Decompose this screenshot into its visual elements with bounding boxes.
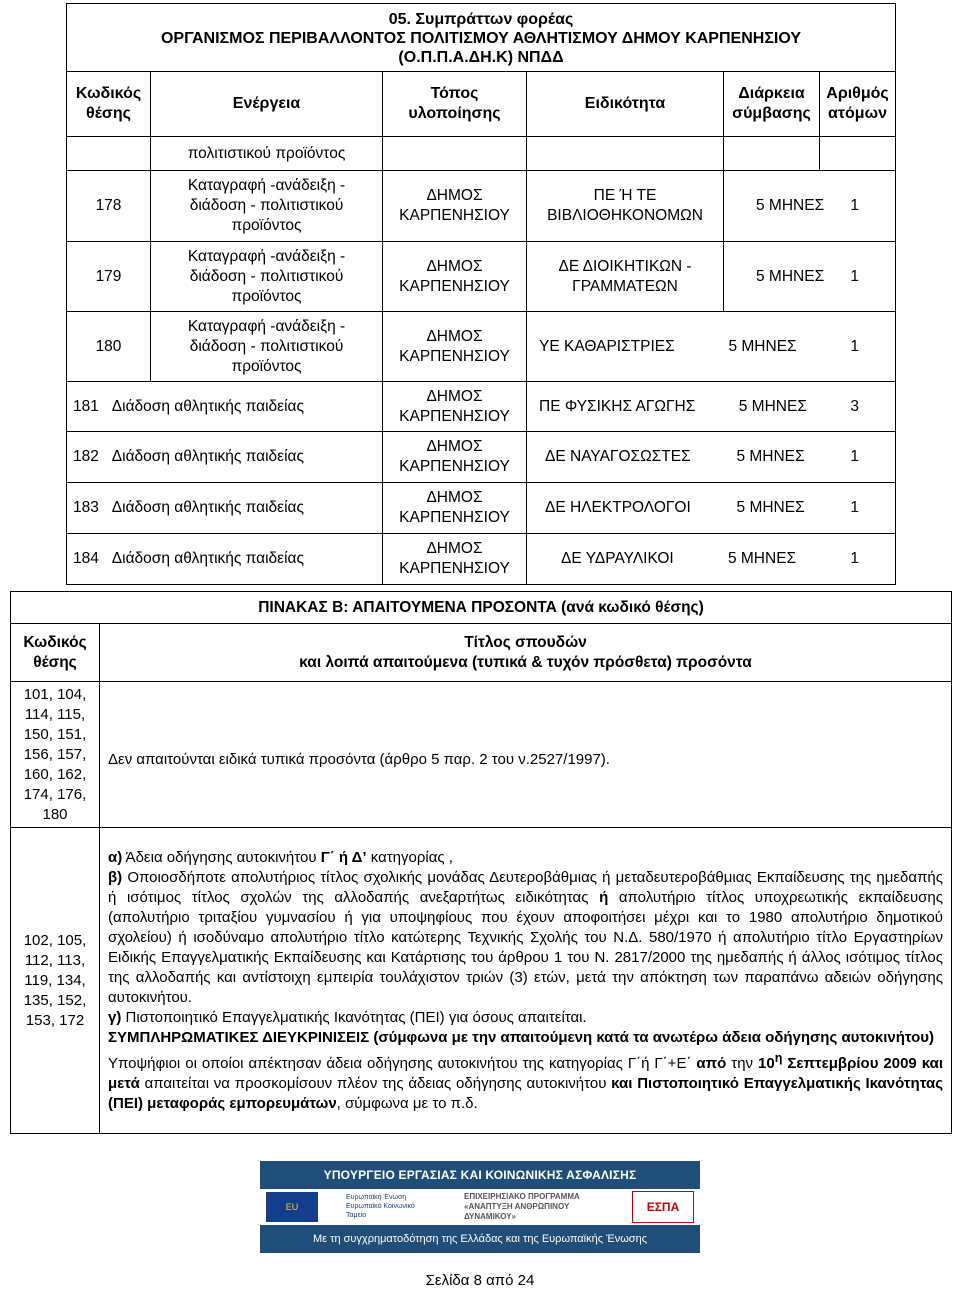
item-b-text2: απολυτήριο τίτλος υποχρεωτικής εκπαίδευσης (απολυτήριο τριταξίου γυμνασίου ή για υποψηφίους που έχουν αποφοιτήσει μέχρι και το 1980 απολυτήριο δημοτικού σχολείου) ή ισοδύναμο απολυτήριο τίτλο κατώτερης Τεχνικής Σχολής του Ν.Δ. 580/1970 ή απολυτήριο τίτλο Εργαστηρίων Ειδικής Επαγγελματικής Εκπαίδευσης και Κατάρτισης του άρθρου 1 του Ν. 2817/2000 της ημεδαπής ή άλλος ισότιμος τίτλος της αλλοδαπής και αντίστοιχη εμπειρία τουλάχιστον τριών (3) ετών, μετά την απόκτηση των παραπάνω αδειών οδήγησης αυτοκινήτου. [108, 888, 944, 1006]
row-activity: Διάδοση αθλητικής παιδείας [111, 499, 304, 516]
row-code: 178 [67, 171, 151, 242]
row-activity: Διάδοση αθλητικής παιδείας [111, 550, 304, 567]
row-activity: Καταγραφή -ανάδειξη - διάδοση - πολιτιστικού προϊόντος [151, 242, 383, 312]
supp-and: και [611, 1074, 633, 1092]
header-activity: Ενέργεια [151, 72, 383, 137]
table-row [67, 312, 896, 382]
ministry-banner: ΥΠΟΥΡΓΕΙΟ ΕΡΓΑΣΙΑΣ ΚΑΙ ΚΟΙΝΩΝΙΚΗΣ ΑΣΦΑΛΙΣΗΣ [260, 1161, 700, 1189]
header-code: Κωδικός θέσης [67, 72, 151, 137]
row-specialty: ΔΕ ΗΛΕΚΤΡΟΛΟΓΟΙ [545, 499, 691, 516]
supp-date-sup: η [774, 1050, 783, 1065]
supp-text-2: απαιτείται να προσκομίσουν πλέον της άδειας οδήγησης αυτοκινήτου [139, 1074, 612, 1092]
org-title-line1: 05. Συμπράττων φορέας [388, 11, 574, 28]
supp-pei: Πιστοποιητικό Επαγγελματικής Ικανότητας (ΠΕΙ) μεταφοράς εμπορευμάτων [108, 1074, 944, 1112]
row-specialty: ΔΕ ΔΙΟΙΚΗΤΙΚΩΝ - ΓΡΑΜΜΑΤΕΩΝ [527, 242, 724, 312]
supp-date-num: 10 [758, 1054, 775, 1072]
table-row [67, 242, 896, 312]
row-place: ΔΗΜΟΣ ΚΑΡΠΕΝΗΣΙΟΥ [383, 242, 527, 312]
row-duration: 5 ΜΗΝΕΣ [727, 550, 797, 567]
row-specialty: ΔΕ ΥΔΡΑΥΛΙΚΟΙ [561, 550, 674, 567]
table-a-header [67, 72, 896, 137]
funding-footer [260, 1161, 700, 1253]
org-title [67, 4, 896, 72]
table-row [11, 828, 952, 1134]
cofunding-tagline: Με τη συγχρηματοδότηση της Ελλάδας και της Ευρωπαϊκής Ένωσης [260, 1225, 700, 1253]
row-place: ΔΗΜΟΣ ΚΑΡΠΕΝΗΣΙΟΥ [383, 171, 527, 242]
row-activity: Διάδοση αθλητικής παιδείας [111, 448, 304, 465]
eu-flag-logo: EU [266, 1192, 318, 1222]
table-row [11, 682, 952, 828]
header-title-line2: και λοιπά απαιτούμενα (τυπικά & τυχόν πρόσθετα) προσόντα [299, 653, 752, 671]
row-specialty: ΥΕ ΚΑΘΑΡΙΣΤΡΙΕΣ [539, 337, 675, 355]
supp-from: από [696, 1054, 727, 1072]
row-code: 179 [67, 242, 151, 312]
org-title-line2: ΟΡΓΑΝΙΣΜΟΣ ΠΕΡΙΒΑΛΛΟΝΤΟΣ ΠΟΛΙΤΙΣΜΟΥ ΑΘΛΗΤΙΣΜΟΥ ΔΗΜΟΥ ΚΑΡΠΕΝΗΣΙΟΥ [160, 30, 802, 47]
supp-text-1: Υποψήφιοι οι οποίοι απέκτησαν άδεια οδήγησης αυτοκινήτου της κατηγορίας Γ΄ή Γ΄+Ε΄ [108, 1054, 697, 1072]
table-row [67, 137, 896, 171]
row-place: ΔΗΜΟΣ ΚΑΡΠΕΝΗΣΙΟΥ [383, 534, 527, 585]
row-code: 181 [73, 397, 99, 415]
table-row [67, 171, 896, 242]
item-a-tail: κατηγορίας , [366, 848, 453, 866]
row-persons: 1 [850, 267, 860, 285]
esf-logo: Ευρωπαϊκή Ένωση Ευρωπαϊκό Κοινωνικό Ταμείο [346, 1194, 415, 1219]
header-persons: Αριθμός ατόμων [820, 72, 896, 137]
espa-logo: ΕΣΠΑ [632, 1191, 694, 1223]
row-codes: 101, 104, 114, 115, 150, 151, 156, 157, 160, 162, 174, 176, 180 [11, 682, 100, 828]
header-title-line1: Τίτλος σπουδών [464, 633, 587, 651]
item-a-text: Άδεια οδήγησης αυτοκινήτου [122, 848, 321, 866]
header-place: Τόπος υλοποίησης [383, 72, 527, 137]
item-b-text: Οποιοσδήποτε απολυτήριος τίτλος σχολικής μονάδας Δευτεροβάθμιας ή μεταδευτεροβάθμιας Εκπαίδευσης της ημεδαπής ή ισότιμος τίτλος σχολών της αλλοδαπής ανεξαρτήτως ειδικότητας [108, 868, 943, 906]
positions-table [66, 3, 896, 585]
item-a-label: α) [108, 848, 123, 866]
row-persons: 1 [850, 337, 859, 355]
row-persons: 1 [850, 550, 859, 567]
row-persons: 1 [850, 197, 860, 214]
row-duration: 5 ΜΗΝΕΣ [756, 197, 825, 214]
row-duration: 5 ΜΗΝΕΣ [738, 397, 807, 415]
row-code: 182 [73, 448, 99, 465]
row-requirements: Δεν απαιτούνται ειδικά τυπικά προσόντα (άρθρο 5 παρ. 2 του ν.2527/1997). [100, 682, 952, 828]
row-activity: Καταγραφή -ανάδειξη - διάδοση - πολιτιστικού προϊόντος [151, 171, 383, 242]
table-row [67, 382, 896, 432]
org-title-line3: (Ο.Π.Π.Α.ΔΗ.Κ) ΝΠΔΔ [398, 49, 564, 66]
row-code: 183 [73, 499, 99, 516]
header-title [100, 624, 952, 682]
row-specialty: ΔΕ ΝΑΥΑΓΟΣΩΣΤΕΣ [545, 448, 691, 465]
row-persons: 1 [850, 448, 860, 465]
page-number: Σελίδα 8 από 24 [425, 1272, 535, 1289]
table-b-header [11, 624, 952, 682]
item-b-label: β) [108, 868, 123, 886]
row-activity: Διάδοση αθλητικής παιδείας [111, 397, 304, 415]
item-a-category: Γ΄ ή Δ’ [320, 848, 367, 866]
row-persons: 3 [850, 397, 859, 415]
header-code: Κωδικός θέσης [11, 624, 100, 682]
item-b-or: ή [599, 888, 609, 906]
row-place: ΔΗΜΟΣ ΚΑΡΠΕΝΗΣΙΟΥ [383, 483, 527, 534]
row-duration: 5 ΜΗΝΕΣ [756, 267, 825, 285]
row-persons: 1 [850, 499, 860, 516]
row-duration: 5 ΜΗΝΕΣ [736, 499, 805, 516]
row-duration: 5 ΜΗΝΕΣ [728, 337, 797, 355]
row-place: ΔΗΜΟΣ ΚΑΡΠΕΝΗΣΙΟΥ [383, 432, 527, 483]
qualifications-table [10, 591, 952, 1134]
row-place: ΔΗΜΟΣ ΚΑΡΠΕΝΗΣΙΟΥ [383, 312, 527, 382]
header-specialty: Ειδικότητα [527, 72, 724, 137]
item-c-label: γ) [108, 1008, 122, 1026]
table-row [67, 432, 896, 483]
table-row [67, 483, 896, 534]
logos-strip [260, 1189, 700, 1225]
row-specialty: ΠΕ Ή ΤΕ ΒΙΒΛΙΟΘΗΚΟΝΟΜΩΝ [527, 171, 724, 242]
supp-date: Σεπτεμβρίου 2009 και μετά [108, 1054, 943, 1092]
program-logo: ΕΠΙΧΕΙΡΗΣΙΑΚΟ ΠΡΟΓΡΑΜΜΑ «ΑΝΑΠΤΥΞΗ ΑΝΘΡΩΠΙΝΟΥ ΔΥΝΑΜΙΚΟΥ» [464, 1192, 580, 1221]
header-duration: Διάρκεια σύμβασης [724, 72, 820, 137]
row-specialty: ΠΕ ΦΥΣΙΚΗΣ ΑΓΩΓΗΣ [539, 397, 696, 415]
table-row [67, 534, 896, 585]
item-c-text: Πιστοποιητικό Επαγγελματικής Ικανότητας (ΠΕΙ) για όσους απαιτείται. [121, 1008, 587, 1026]
row-code: 184 [73, 550, 99, 567]
supp-end: , σύμφωνα με το π.δ. [336, 1094, 478, 1112]
row-requirements [100, 828, 952, 1134]
continued-activity: πολιτιστικού προϊόντος [151, 137, 383, 171]
row-activity: Καταγραφή -ανάδειξη - διάδοση - πολιτιστικού προϊόντος [151, 312, 383, 382]
row-codes: 102, 105, 112, 113, 119, 134, 135, 152, 153, 172 [11, 828, 100, 1134]
supplementary-title: ΣΥΜΠΛΗΡΩΜΑΤΙΚΕΣ ΔΙΕΥΚΡΙΝΙΣΕΙΣ (σύμφωνα με την απαιτούμενη κατά τα ανωτέρω άδεια οδήγησης αυτοκινήτου) [108, 1028, 935, 1046]
row-code: 180 [67, 312, 151, 382]
row-place: ΔΗΜΟΣ ΚΑΡΠΕΝΗΣΙΟΥ [383, 382, 527, 432]
table-b-title: ΠΙΝΑΚΑΣ Β: ΑΠΑΙΤΟΥΜΕΝΑ ΠΡΟΣΟΝΤΑ (ανά κωδικό θέσης) [11, 592, 952, 624]
supp-the: την [726, 1054, 759, 1072]
row-duration: 5 ΜΗΝΕΣ [736, 448, 805, 465]
